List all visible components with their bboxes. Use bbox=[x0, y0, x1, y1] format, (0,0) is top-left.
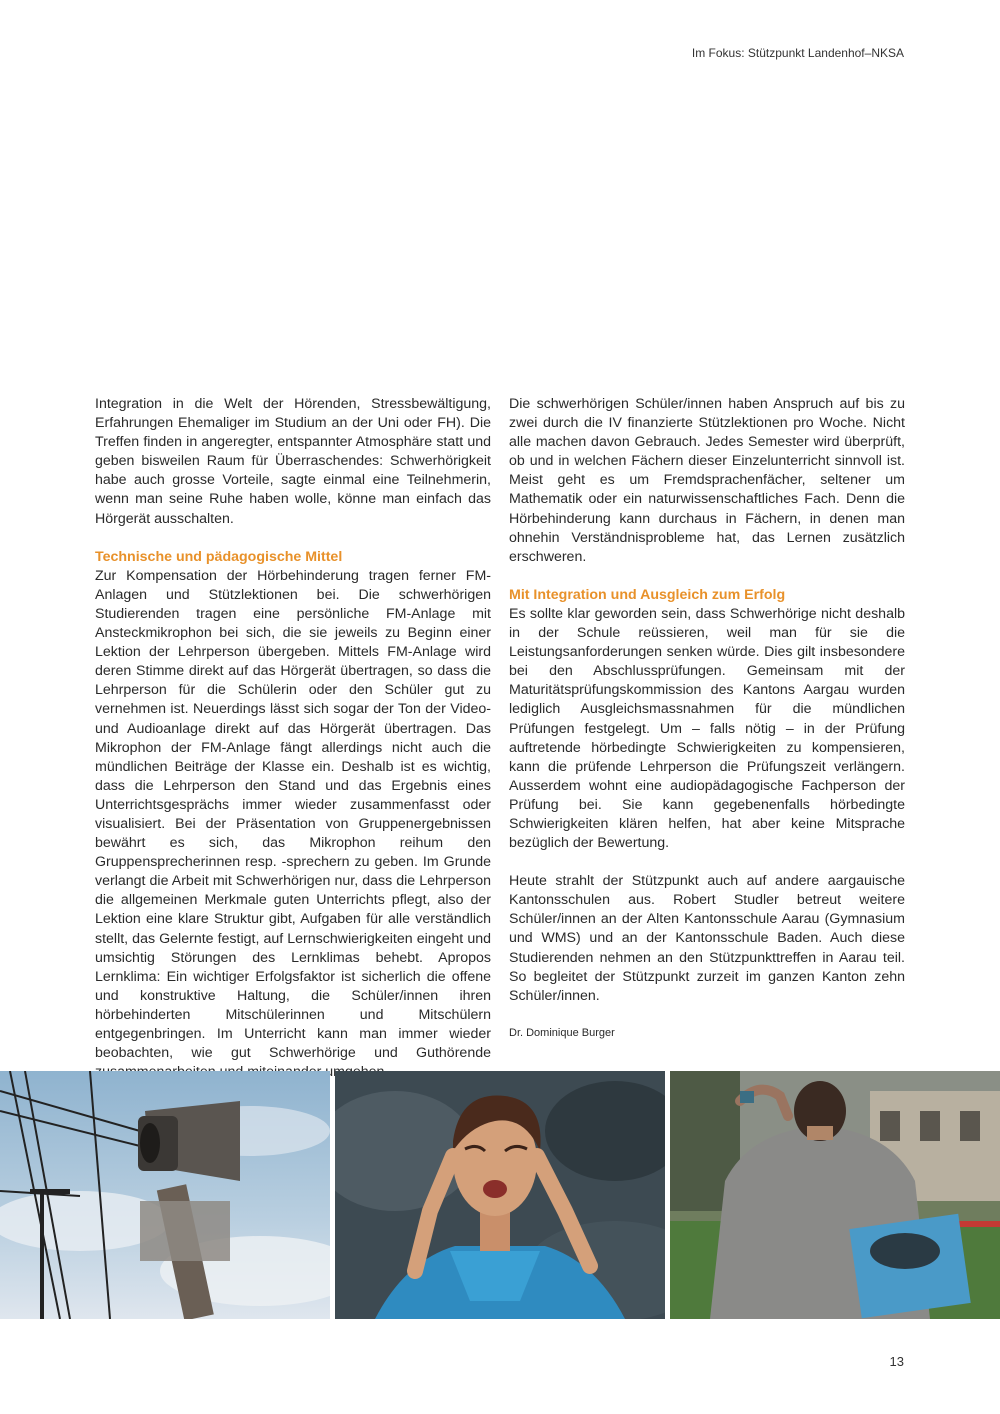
right-paragraph-3: Heute strahlt der Stützpunkt auch auf andere aargauische Kantonsschulen aus. Robert Studler betreut weitere Schüler/innen an der Alten Kantonsschule Aarau (Gymnasium und WMS) und an der Kantonsschule Baden. Auch diese Studierenden nehmen an den Stützpunkttreffen in Aarau teil. So begleitet der Stützpunkt zurzeit im ganzen Kanton zehn Schüler/innen. bbox=[509, 873, 905, 1004]
person-icon bbox=[335, 1071, 665, 1319]
page-number: 13 bbox=[889, 1354, 904, 1369]
right-column bbox=[509, 395, 905, 1088]
running-title: Im Fokus: Stützpunkt Landenhof–NKSA bbox=[691, 46, 904, 60]
photo-icon bbox=[670, 1071, 1000, 1319]
section-heading-technische-mittel: Technische und pädagogische Mittel bbox=[95, 548, 343, 565]
student-photo bbox=[670, 1071, 1000, 1319]
loudspeaker-painting bbox=[0, 1071, 330, 1319]
right-paragraph-2: Es sollte klar geworden sein, dass Schwerhörige nicht deshalb in der Schule reüssieren, weil man für sie die Leistungsanforderungen senken würde. Dies gilt insbesondere bei den Abschlussprüfungen. Gemeinsam mit der Maturitätsprüfungskommission des Kantons Aargau wurden lediglich Ausgleichsmassnahmen für die mündlichen Prüfungen festgelegt. Um – falls nötig – in der Prüfung auftretende hörbedingte Schwierigkeiten zu kompensieren, kann die prüfende Lehrperson die Prüfungszeit verlängern. Ausserdem wohnt eine audiopädagogische Fachperson der Prüfung bei. Sie kann gegebenenfalls hörbedingte Schwierigkeiten klären helfen, hat aber keine Mitsprache bezüglich der Bewertung. bbox=[509, 605, 905, 852]
left-paragraph-2: Zur Kompensation der Hörbehinderung tragen ferner FM-Anlagen und Stützlektionen bei. Die schwerhörigen Studierenden tragen eine persönliche FM-Anlage mit Ansteckmikrophon bei sich, die sie jeweils zu Beginn einer Lektion der Lehrperson übergeben. Mittels FM-Anlage wird deren Stimme direkt auf das Hörgerät übertragen, so dass die Lehrperson für die Schülerin oder den Schüler gut zu vernehmen ist. Neuerdings lässt sich sogar der Ton der Video- und Audioanlage direkt auf das Hörgerät übertragen. Das Mikrophon der FM-Anlage fängt allerdings nicht auch die mündlichen Beiträge der Klasse ein. Deshalb ist es wichtig, dass die Lehrperson den Stand und das Ergebnis eines Unterrichtsgesprächs immer wieder zusammenfasst oder visualisiert. Bei der Präsentation von Gruppenergebnissen bewährt es sich, das Mikrophon reihum den Gruppensprecherinnen resp. -sprechern zu geben. Im Grunde verlangt die Arbeit mit Schwerhörigen nur, dass die Lehrperson die allgemeinen Merkmale guten Unterrichts pflegt, also der Lektion eine klare Struktur gibt, Aufgaben für alle verständlich stellt, das Gelernte festigt, auf Lernschwierigkeiten eingeht und umsichtig Störungen des Lernklimas behebt. Apropos Lernklima: Ein wichtiger Erfolgsfaktor ist sicherlich die offene und konstruktive Haltung, die Schüler/innen ihren hörbehinderten Mitschülerinnen und Mitschülern entgegenbringen. Im Unterricht kann man immer wieder beobachten, wie gut Schwerhörige und Guthörende bbox=[95, 567, 491, 1062]
author-line: Dr. Dominique Burger bbox=[509, 1026, 615, 1039]
right-paragraph-1: Die schwerhörigen Schüler/innen haben Anspruch auf bis zu zwei durch die IV finanzierte Stützlektionen pro Woche. Nicht alle machen davon Gebrauch. Jedes Semester wird überprüft, ob und in welchen Fächern dieser Einzelunterricht sinnvoll ist. Meist geht es um Fremdsprachenfächer, seltener um Mathematik oder ein naturwissenschaftliches Fach. Denn die Hörbehinderung kann durchaus in Fächern, in denen man ohnehin Verständnisprobleme hat, das Lernen zusätzlich erschweren. bbox=[509, 396, 905, 565]
covering-ears-painting bbox=[335, 1071, 665, 1319]
left-paragraph-1: Integration in die Welt der Hörenden, Stressbewältigung, Erfahrungen Ehemaliger im Studium an der Uni oder FH). Die Treffen finden in angeregter, entspannter Atmosphäre statt und geben bisweilen Raum für Überraschendes: Schwerhörigkeit habe auch grosse Vorteile, sagte einmal eine Teilnehmerin, wenn man seine Ruhe haben wolle, könne man einfach das Hörgerät ausschalten. bbox=[95, 396, 491, 527]
section-heading-integration: Mit Integration und Ausgleich zum Erfolg bbox=[509, 586, 786, 603]
megaphone-icon bbox=[0, 1071, 330, 1319]
left-column bbox=[95, 395, 491, 1082]
photo-strip bbox=[0, 1071, 1000, 1319]
